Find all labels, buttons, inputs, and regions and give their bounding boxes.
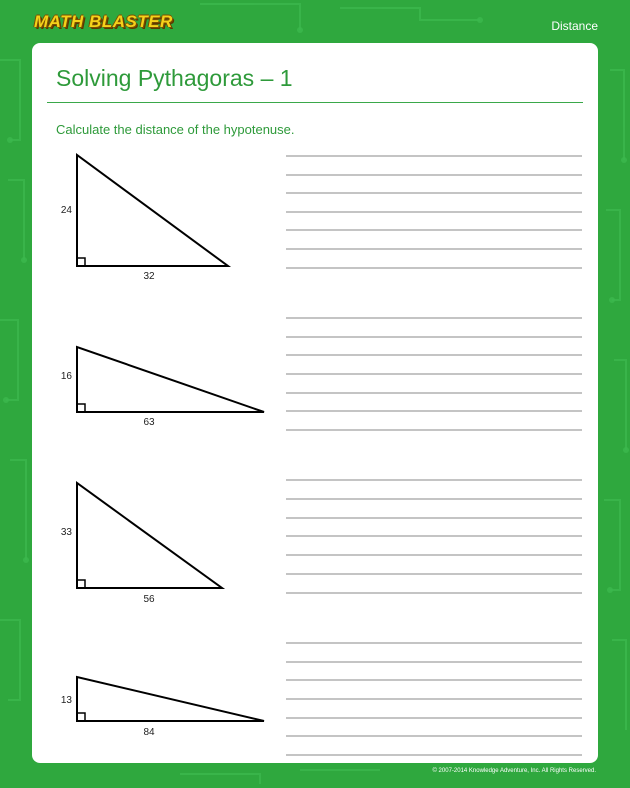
right-triangle [77, 155, 228, 266]
math-blaster-logo: MATH BLASTER [34, 12, 173, 31]
right-triangle [77, 483, 222, 588]
category-label: Distance [551, 19, 598, 33]
problems-area [32, 43, 598, 763]
horizontal-side-label: 84 [143, 727, 155, 738]
vertical-side-label: 13 [60, 695, 72, 706]
answer-lines [286, 643, 582, 755]
answer-lines [286, 318, 582, 430]
right-triangle [77, 677, 264, 721]
right-triangle [77, 347, 264, 412]
vertical-side-label: 24 [60, 205, 72, 216]
right-angle-marker [77, 580, 85, 588]
instruction-text: Calculate the distance of the hypotenuse. [56, 122, 295, 137]
right-angle-marker [77, 258, 85, 266]
vertical-side-label: 33 [60, 527, 72, 538]
answer-lines [286, 156, 582, 268]
horizontal-side-label: 63 [143, 417, 155, 428]
vertical-side-label: 16 [60, 371, 72, 382]
right-angle-marker [77, 713, 85, 721]
problem-4 [61, 643, 582, 755]
horizontal-side-label: 32 [143, 271, 155, 282]
problem-3 [61, 480, 582, 605]
horizontal-side-label: 56 [143, 594, 155, 605]
worksheet-page [32, 43, 598, 763]
page-title: Solving Pythagoras – 1 [56, 65, 293, 91]
problem-2 [61, 318, 582, 430]
right-angle-marker [77, 404, 85, 412]
copyright-notice: © 2007-2014 Knowledge Adventure, Inc. All Rights Reserved. [432, 768, 596, 774]
answer-lines [286, 480, 582, 593]
problem-1 [61, 155, 582, 282]
